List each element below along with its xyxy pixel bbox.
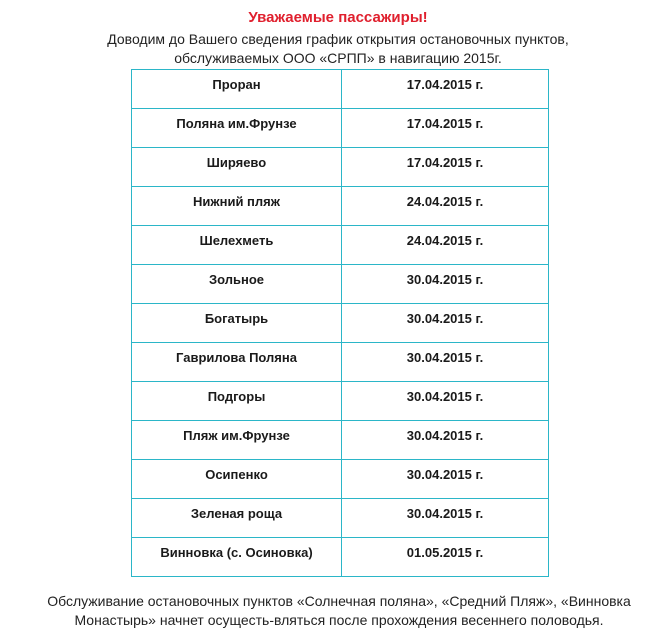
table-row (132, 70, 549, 109)
stop-name-cell (132, 421, 342, 460)
opening-date: 24.04.2015 г. (406, 194, 484, 209)
table-row (132, 109, 549, 148)
table-row (132, 187, 549, 226)
stop-name: Богатырь (204, 311, 269, 326)
footer-note (40, 592, 638, 630)
table-row (132, 538, 549, 577)
opening-date-cell (342, 109, 549, 148)
stop-name-cell (132, 226, 342, 265)
schedule-table (131, 69, 549, 577)
stop-name-cell (132, 148, 342, 187)
stop-name: Проран (212, 77, 261, 92)
stop-name-cell (132, 460, 342, 499)
stop-name: Подгоры (207, 389, 266, 404)
opening-date-cell (342, 265, 549, 304)
table-row (132, 499, 549, 538)
stop-name-cell (132, 382, 342, 421)
opening-date-cell (342, 70, 549, 109)
intro-text (0, 30, 668, 68)
table-row (132, 382, 549, 421)
opening-date: 17.04.2015 г. (406, 155, 484, 170)
stop-name-cell (132, 109, 342, 148)
opening-date: 30.04.2015 г. (406, 506, 484, 521)
stop-name: Пляж им.Фрунзе (183, 428, 290, 443)
footer-note-line-2: Монастырь» начнет осущесть-вляться после прохождения весеннего половодья. (74, 612, 604, 628)
table-row (132, 421, 549, 460)
stop-name: Зольное (208, 272, 265, 287)
stop-name: Поляна им.Фрунзе (176, 116, 297, 131)
stop-name: Гаврилова Поляна (176, 350, 297, 365)
stop-name-cell (132, 304, 342, 343)
opening-date: 30.04.2015 г. (406, 428, 484, 443)
opening-date-cell (342, 187, 549, 226)
table-row (132, 304, 549, 343)
opening-date-cell (342, 460, 549, 499)
stop-name: Винновка (с. Осиновка) (160, 545, 313, 560)
opening-date: 30.04.2015 г. (406, 389, 484, 404)
opening-date: 24.04.2015 г. (406, 233, 484, 248)
opening-date: 17.04.2015 г. (406, 116, 484, 131)
stop-name-cell (132, 265, 342, 304)
opening-date-cell (342, 382, 549, 421)
intro-line-1: Доводим до Вашего сведения график открытия остановочных пунктов, (107, 31, 569, 47)
stop-name: Шелехметь (199, 233, 274, 248)
stop-name-cell (132, 499, 342, 538)
table-row (132, 148, 549, 187)
intro-line-2: обслуживаемых ООО «СРПП» в навигацию 2015г. (174, 50, 502, 66)
stop-name-cell (132, 343, 342, 382)
stop-name: Осипенко (205, 467, 268, 482)
opening-date: 30.04.2015 г. (406, 467, 484, 482)
stop-name-cell (132, 70, 342, 109)
stop-name-cell (132, 538, 342, 577)
opening-date-cell (342, 421, 549, 460)
opening-date: 17.04.2015 г. (406, 77, 484, 92)
opening-date-cell (342, 304, 549, 343)
opening-date: 30.04.2015 г. (406, 272, 484, 287)
opening-date-cell (342, 148, 549, 187)
opening-date-cell (342, 499, 549, 538)
opening-date: 30.04.2015 г. (406, 350, 484, 365)
stop-name: Нижний пляж (193, 194, 280, 209)
table-row (132, 265, 549, 304)
stop-name-cell (132, 187, 342, 226)
stop-name: Ширяево (206, 155, 267, 170)
opening-date: 30.04.2015 г. (406, 311, 484, 326)
stop-name: Зеленая роща (190, 506, 283, 521)
opening-date-cell (342, 343, 549, 382)
opening-date: 01.05.2015 г. (406, 545, 484, 560)
table-row (132, 343, 549, 382)
table-row (132, 226, 549, 265)
table-row (132, 460, 549, 499)
footer-note-line-1: Обслуживание остановочных пунктов «Солнечная поляна», «Средний Пляж», «Винновка (47, 593, 631, 609)
opening-date-cell (342, 226, 549, 265)
announcement-title: Уважаемые пассажиры! (248, 9, 428, 26)
opening-date-cell (342, 538, 549, 577)
